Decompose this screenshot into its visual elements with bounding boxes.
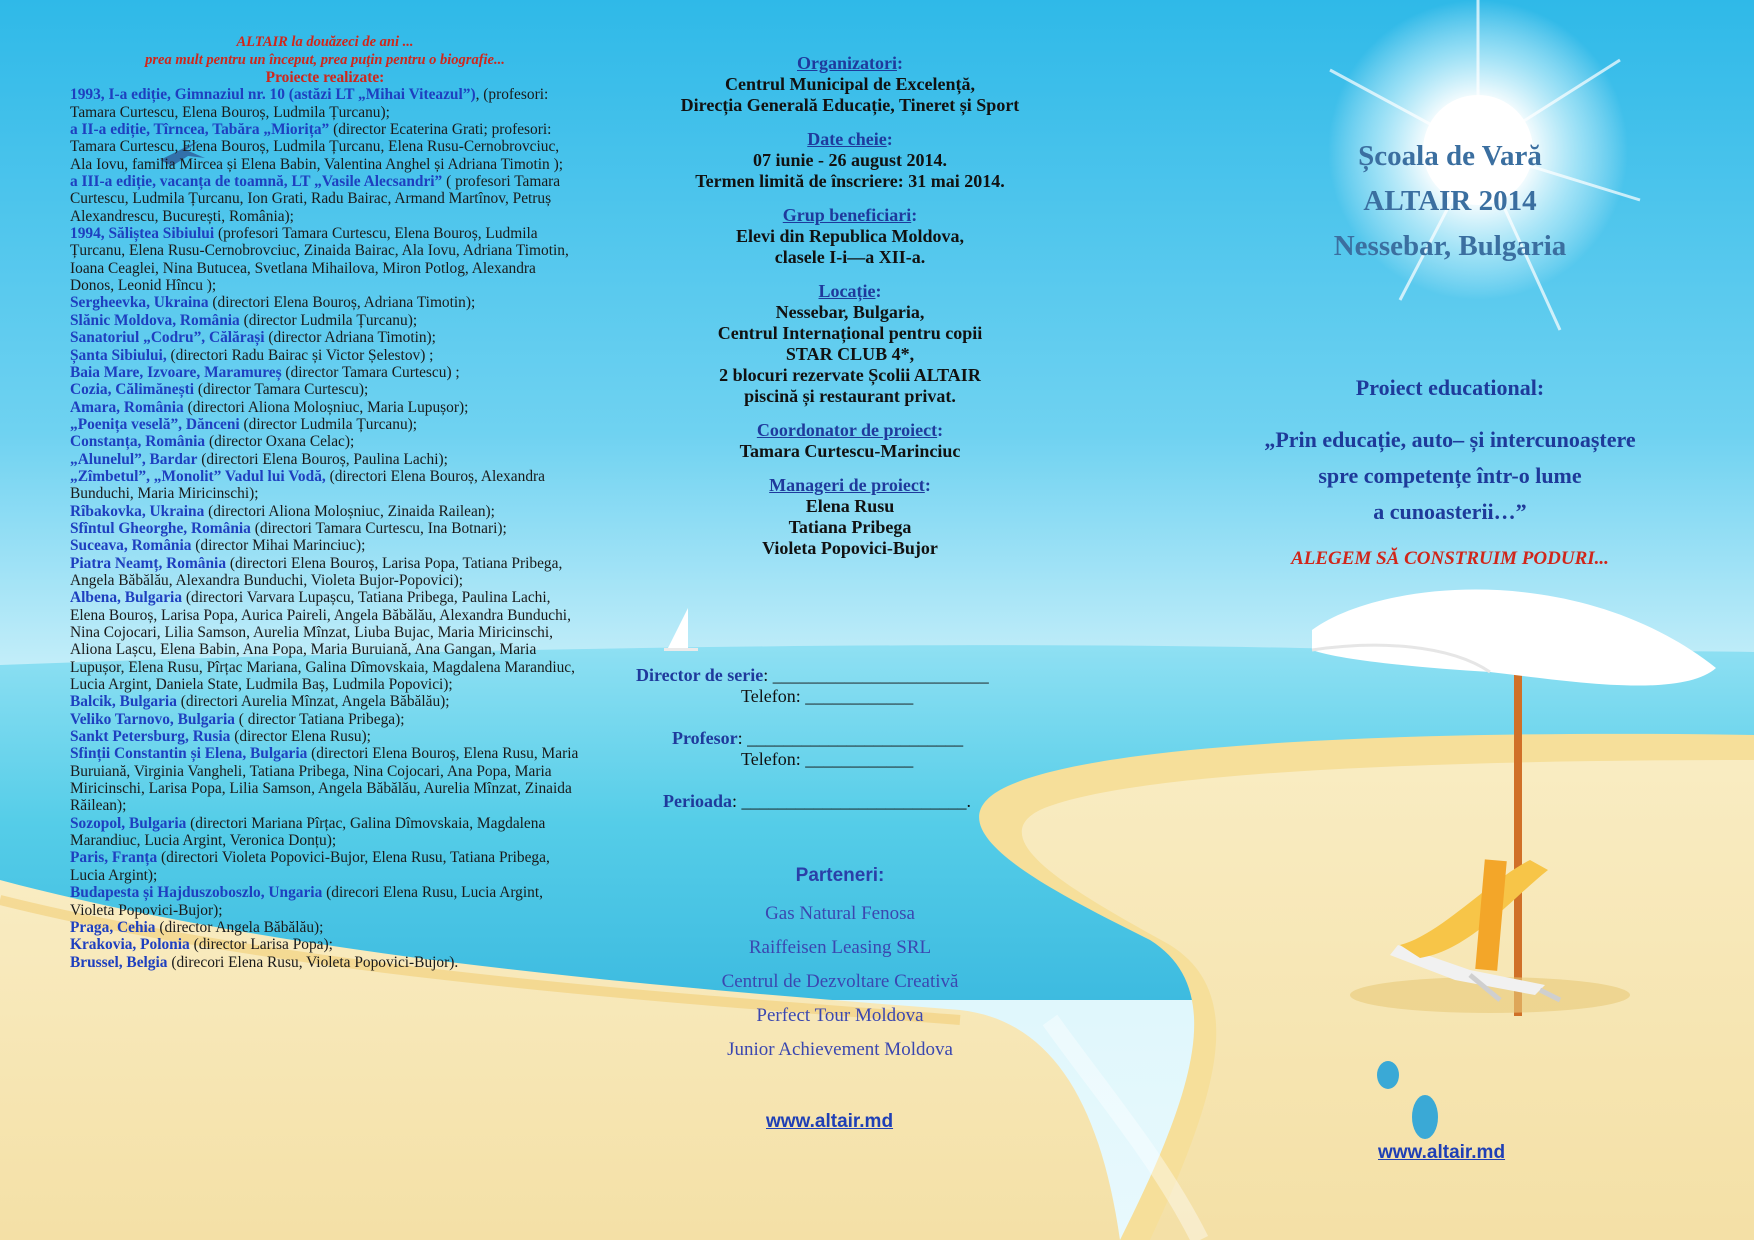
coordinator-line: Tamara Curtescu-Marinciuc <box>739 441 961 461</box>
organizers-section: Organizatori: Centrul Municipal de Excelență, Direcția Generală Educație, Tineret și Sport <box>620 53 1080 116</box>
history-entry-people: (directori Radu Bairac și Victor Șelestov) ; <box>166 346 434 364</box>
phone-field-1[interactable]: Telefon: ____________ <box>741 686 914 706</box>
history-entry <box>70 173 580 225</box>
history-entry <box>70 225 580 294</box>
coordinator-section: Coordonator de proiect: Tamara Curtescu-Marinciuc <box>620 420 1080 462</box>
history-entry-people: (director Larisa Popa); <box>189 936 333 954</box>
registration-form <box>636 665 1076 812</box>
slogan: ALEGEM SĂ CONSTRUIM PODURI... <box>1291 548 1609 569</box>
history-intro-2: prea mult pentru un început, prea puţin pentru o biografie... <box>145 51 505 68</box>
history-entry-place: Rîbakovka, Ukraina <box>70 502 205 520</box>
history-entry-people: (direcori Elena Rusu, Lucia Argint, Violeta Popovici-Bujor); <box>70 884 543 919</box>
history-entry-place: Baia Mare, Izvoare, Maramureș <box>70 363 282 381</box>
history-entry-place: Sfîntul Gheorghe, România <box>70 519 251 537</box>
history-entry-place: Brussel, Belgia <box>70 953 168 971</box>
history-entry-place: „Poenița veselă”, Dănceni <box>70 415 240 433</box>
history-entry <box>70 745 580 814</box>
history-entry-place: 1994, Săliștea Sibiului <box>70 225 215 243</box>
history-entry-place: Slănic Moldova, România <box>70 311 240 329</box>
history-list <box>70 86 580 971</box>
history-entry-place: Sozopol, Bulgaria <box>70 814 187 832</box>
perioada-label: Perioada <box>663 791 732 811</box>
title-block <box>1240 134 1660 269</box>
history-entry-people: (director Ecaterina Grati; profesori: Tamara Curtescu, Elena Bouroș, Ludmila Țurcanu, Elena Rusu-Cernobrovciuc, Ala Iovu, familia Mircea și Elena Babin, Valentina Anghel și Adriana Timotin ); <box>70 121 563 173</box>
history-entry <box>70 86 580 121</box>
history-entry-people: (director Angela Băbălău); <box>155 918 324 936</box>
history-entry-place: Cozia, Călimănești <box>70 381 194 399</box>
history-entry-people: (directori Elena Bouroș, Elena Rusu, Maria Buruiană, Virginia Vangheli, Tatiana Pribega, Nina Cojocari, Ana Popa, Maria Miricinschi, Larisa Popa, Lilia Samson, Angela Băbălău, Aurelia Mînzat, Zinaida Răilean); <box>70 745 579 815</box>
dates-heading: Date cheie <box>807 129 887 149</box>
history-entry <box>70 884 580 919</box>
history-entry <box>70 555 580 590</box>
history-entry-people: (director Ludmila Țurcanu); <box>239 311 418 329</box>
history-entry <box>70 399 580 416</box>
phone-field-2[interactable]: Telefon: ____________ <box>741 749 914 769</box>
history-entry-place: „Alunelul”, Bardar <box>70 450 198 468</box>
history-entry <box>70 849 580 884</box>
history-entry-place: Balcik, Bulgaria <box>70 693 177 711</box>
history-entry-people: (director Mihai Marinciuc); <box>191 537 366 555</box>
history-entry-people: (directori Elena Bouroș, Paulina Lachi); <box>197 450 448 468</box>
history-entry <box>70 728 580 745</box>
location-line: STAR CLUB 4*, <box>785 344 915 364</box>
group-section: Grup beneficiari: Elevi din Republica Moldova, clasele I-i—a XII-a. <box>620 205 1080 268</box>
history-entry <box>70 815 580 850</box>
history-entry <box>70 329 580 346</box>
history-entry-people: (director Adriana Timotin); <box>264 329 436 347</box>
history-entry <box>70 433 580 450</box>
history-entry <box>70 520 580 537</box>
history-entry-people: (director Elena Rusu); <box>230 728 371 746</box>
history-entry <box>70 954 580 971</box>
history-entry <box>70 347 580 364</box>
history-entry-people: (directori Elena Bouroș, Adriana Timotin); <box>208 294 476 312</box>
history-entry-place: Krakovia, Polonia <box>70 936 190 954</box>
history-entry-place: Amara, România <box>70 398 184 416</box>
history-entry <box>70 451 580 468</box>
managers-line: Elena Rusu <box>805 496 895 516</box>
history-entry <box>70 693 580 710</box>
project-quote-2: spre competențe într-o lume <box>1318 463 1582 488</box>
history-entry-place: Praga, Cehia <box>70 918 156 936</box>
history-entry-people: ( director Tatiana Pribega); <box>234 710 405 728</box>
history-entry-people: (director Tamara Curtescu) ; <box>281 363 460 381</box>
history-entry-people: (directori Aliona Moloșniuc, Zinaida Railean); <box>204 502 495 520</box>
partner-item: Junior Achievement Moldova <box>727 1039 953 1060</box>
history-entry <box>70 416 580 433</box>
profesor-field[interactable]: : ________________________ <box>737 728 964 748</box>
location-heading: Locație <box>818 281 876 301</box>
history-entry-people: (director Tamara Curtescu); <box>193 381 369 399</box>
history-entry-people: , (profesori: Tamara Curtescu, Elena Bouroș, Ludmila Țurcanu); <box>70 86 549 121</box>
history-entry-place: Șanta Sibiului, <box>70 346 167 364</box>
perioada-field[interactable]: : _________________________. <box>732 791 972 811</box>
history-entry <box>70 589 580 693</box>
partner-item: Perfect Tour Moldova <box>756 1005 924 1026</box>
title-line-2: ALTAIR 2014 <box>1363 185 1537 217</box>
history-entry-place: Veliko Tarnovo, Bulgaria <box>70 710 235 728</box>
organizers-heading: Organizatori <box>797 53 897 73</box>
history-entry-people: (director Ludmila Țurcanu); <box>239 415 418 433</box>
organizers-line: Direcția Generală Educație, Tineret și Sport <box>680 95 1020 115</box>
history-entry-people: (directori Aliona Moloșniuc, Maria Lupușor); <box>183 398 469 416</box>
history-entry-people: (directori Tamara Curtescu, Ina Botnari); <box>250 519 507 537</box>
history-entry <box>70 312 580 329</box>
project-quote-1: „Prin educație, auto– și intercunoaștere <box>1264 427 1636 452</box>
history-entry <box>70 919 580 936</box>
history-subtitle: Proiecte realizate: <box>265 69 385 86</box>
history-column <box>70 34 580 971</box>
profesor-label: Profesor <box>672 728 738 748</box>
dates-section: Date cheie: 07 iunie - 26 august 2014. Termen limită de înscriere: 31 mai 2014. <box>620 129 1080 192</box>
history-entry-place: Constanța, România <box>70 433 206 451</box>
history-entry-place: Sanatoriul „Codru”, Călărași <box>70 329 265 347</box>
partner-item: Gas Natural Fenosa <box>765 903 915 924</box>
history-entry <box>70 468 580 503</box>
managers-section: Manageri de proiect: Elena Rusu Tatiana Pribega Violeta Popovici-Bujor <box>620 475 1080 559</box>
history-entry-place: Sergheevka, Ukraina <box>70 294 209 312</box>
partner-item: Raiffeisen Leasing SRL <box>748 937 932 958</box>
history-entry-place: Sankt Petersburg, Rusia <box>70 728 231 746</box>
history-intro-1: ALTAIR la douăzeci de ani ... <box>236 34 414 50</box>
managers-line: Violeta Popovici-Bujor <box>762 538 938 558</box>
location-line: 2 blocuri rezervate Școlii ALTAIR <box>719 365 981 385</box>
location-line: piscină și restaurant privat. <box>744 386 956 406</box>
history-entry-people: ( profesori Tamara Curtescu, Ludmila Țurcanu, Ion Grati, Radu Bairac, Armand Martînov, Petruș Alexandrescu, București, România); <box>70 173 561 225</box>
director-label: Director de serie <box>636 665 764 685</box>
history-entry-people: (directori Elena Bouroș, Alexandra Bunduchi, Maria Miricinschi); <box>70 467 545 503</box>
organizers-line: Centrul Municipal de Excelență, <box>725 74 975 94</box>
history-entry-place: Sfinții Constantin și Elena, Bulgaria <box>70 745 308 763</box>
managers-heading: Manageri de proiect <box>769 475 925 495</box>
history-entry-people: (directori Varvara Lupașcu, Tatiana Pribega, Paulina Lachi, Elena Bouroș, Larisa Popa, Aurica Paireli, Angela Băbălău, Alexandra Bunduchi, Nina Cojocari, Lilia Samson, Aurelia Mînzat, Liuba Bujac, Maria Miricinschi, Aliona Lașcu, Elena Babin, Ana Popa, Maria Buruiană, Ana Gangan, Maria Lupușor, Elena Rusu, Pîrțac Mariana, Galina Dîmovskaia, Magdalena Marandiuc, Lucia Argint, Daniela State, Ludmila Baș, Ludmila Popovici); <box>70 589 575 694</box>
location-line: Centrul Internațional pentru copii <box>717 323 983 343</box>
partners-heading: Parteneri: <box>795 865 885 886</box>
project-block <box>1210 370 1690 530</box>
info-column <box>620 53 1080 572</box>
group-heading: Grup beneficiari <box>782 205 912 225</box>
director-field[interactable]: : ________________________ <box>763 665 989 685</box>
history-entry <box>70 294 580 311</box>
partners-section <box>650 865 1030 1067</box>
website-link-middle[interactable]: www.altair.md <box>766 1111 894 1132</box>
history-entry-place: Budapesta și Hajduszoboszlo, Ungaria <box>70 884 323 902</box>
website-link-right[interactable]: www.altair.md <box>1378 1142 1506 1163</box>
history-entry <box>70 364 580 381</box>
dates-line: 07 iunie - 26 august 2014. <box>752 150 948 170</box>
location-section: Locație: Nessebar, Bulgaria, Centrul Internațional pentru copii STAR CLUB 4*, 2 blocuri rezervate Școlii ALTAIR piscină și restaurant privat. <box>620 281 1080 407</box>
history-entry-people: (directori Violeta Popovici-Bujor, Elena Rusu, Tatiana Pribega, Lucia Argint); <box>70 849 550 884</box>
coordinator-heading: Coordonator de proiect <box>756 420 938 440</box>
history-entry-place: a II-a ediție, Tîrncea, Tabăra „Miorița” <box>70 121 330 139</box>
history-entry-place: Paris, Franța <box>70 849 158 867</box>
project-label: Proiect educational: <box>1355 375 1545 400</box>
project-quote-3: a cunoasterii…” <box>1373 499 1527 524</box>
history-entry-place: Suceava, România <box>70 537 192 555</box>
history-entry-people: (director Oxana Celac); <box>205 433 355 451</box>
history-entry <box>70 936 580 953</box>
history-entry-place: „Zîmbetul”, „Monolit” Vadul lui Vodă, <box>70 467 326 485</box>
title-line-1: Școala de Vară <box>1358 140 1542 172</box>
history-entry <box>70 537 580 554</box>
location-line: Nessebar, Bulgaria, <box>775 302 925 322</box>
history-entry-place: 1993, I-a ediție, Gimnaziul nr. 10 (astăzi LT „Mihai Viteazul”) <box>70 86 476 104</box>
partner-item: Centrul de Dezvoltare Creativă <box>721 971 959 992</box>
history-entry-people: (directori Elena Bouroș, Larisa Popa, Tatiana Pribega, Angela Băbălău, Alexandra Bunduchi, Violeta Bujor-Popovici); <box>70 554 563 589</box>
history-entry-place: Albena, Bulgaria <box>70 589 183 607</box>
history-entry-people: (directori Mariana Pîrțac, Galina Dîmovskaia, Magdalena Marandiuc, Lucia Argint, Veronica Donțu); <box>70 814 546 850</box>
history-entry-people: (profesori Tamara Curtescu, Elena Bouroș, Ludmila Țurcanu, Elena Rusu-Cernobrovciuc, Zinaida Bairac, Ala Iovu, Adriana Timotin, Ioana Ceaglei, Nina Butucea, Svetlana Mihailova, Miron Potlog, Alexandra Donos, Leonid Hîncu ); <box>70 225 569 295</box>
history-entry-place: a III-a ediție, vacanța de toamnă, LT „Vasile Alecsandri” <box>70 173 443 191</box>
history-entry <box>70 381 580 398</box>
dates-line: Termen limită de înscriere: 31 mai 2014. <box>695 171 1005 191</box>
history-entry <box>70 121 580 173</box>
history-entry <box>70 711 580 728</box>
history-entry-people: (direcori Elena Rusu, Violeta Popovici-Bujor). <box>167 953 459 971</box>
history-entry <box>70 503 580 520</box>
history-entry-place: Piatra Neamț, România <box>70 554 227 572</box>
managers-line: Tatiana Pribega <box>788 517 912 537</box>
history-entry-people: (directori Aurelia Mînzat, Angela Băbălău); <box>176 693 450 711</box>
group-line: Elevi din Republica Moldova, <box>735 226 965 246</box>
title-line-3: Nessebar, Bulgaria <box>1333 230 1567 262</box>
group-line: clasele I-i—a XII-a. <box>774 247 926 267</box>
